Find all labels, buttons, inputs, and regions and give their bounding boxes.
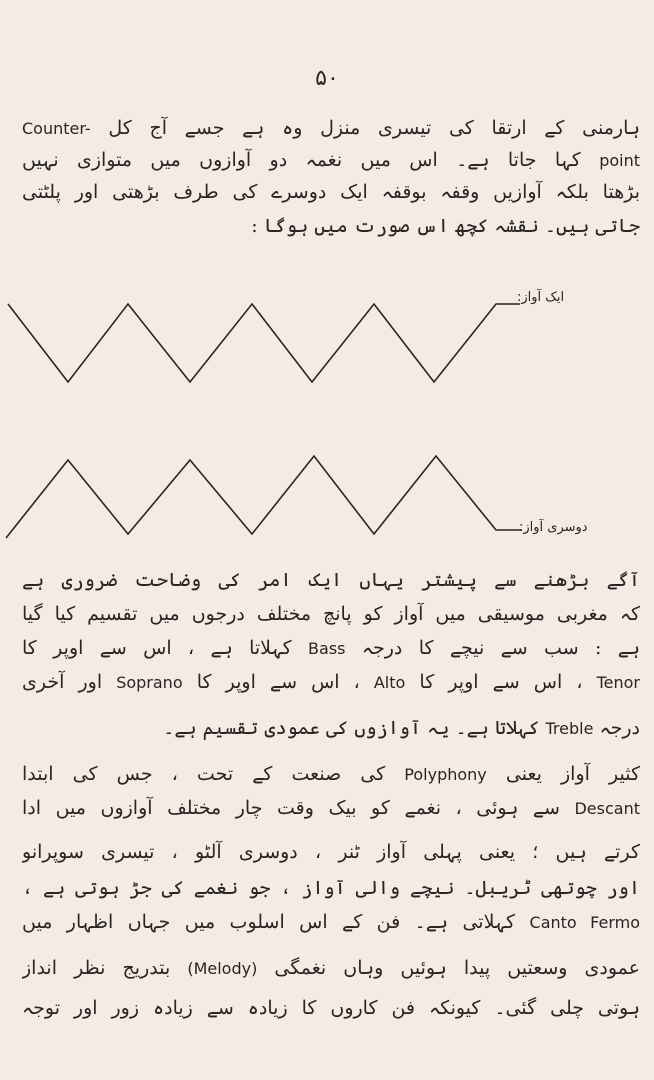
text-line: point کہا جاتا ہے۔ اس میں نغمہ دو آوازوں میں متوازی نہیں bbox=[22, 149, 640, 171]
text-line: کرتے ہیں ؛ یعنی پہلی آواز ٹنر ، دوسری آلٹو ، تیسری سوپرانو bbox=[22, 841, 640, 863]
text-line: اور چوتھی ٹریبل۔ نیچے والی آواز ، جو نغمے کی جڑ ہوتی ہے ، bbox=[22, 877, 640, 899]
text-line: Tenor ، اس سے اوپر کا Alto ، اس سے اوپر کا Soprano اور آخری bbox=[22, 671, 640, 693]
text-line: کہ مغربی موسیقی میں آواز کو پانچ مختلف درجوں میں تقسیم کیا گیا bbox=[22, 603, 640, 625]
text-line: Canto Fermo کہلاتی ہے۔ فن کے اس اسلوب میں جہاں اظہار میں bbox=[22, 911, 640, 933]
text-line: ہے : سب سے نیچے کا درجہ Bass کہلاتا ہے ، اس سے اوپر کا bbox=[22, 637, 640, 659]
voice-one-label: ایک آواز: bbox=[517, 290, 565, 305]
text-line: بڑھتا بلکہ آوازیں وقفہ بوقفہ ایک دوسرے کی طرف بڑھتی اور پلٹتی bbox=[22, 181, 640, 203]
text-line: کثیر آواز یعنی Polyphony کی صنعت کے تحت ، جس کی ابتدا bbox=[22, 763, 640, 785]
voice-one-zigzag bbox=[0, 296, 654, 390]
page-number: ۵۰ bbox=[315, 66, 339, 91]
voice-two-label: دوسری آواز: bbox=[519, 520, 588, 535]
text-line: آگے بڑھنے سے پیشتر یہاں ایک امر کی وضاحت ضروری ہے bbox=[22, 569, 640, 591]
text-line: ہارمنی کے ارتقا کی تیسری منزل وہ ہے جسے آج کل Counter- bbox=[22, 117, 640, 139]
text-line: Descant سے ہوئی ، نغمے کو بیک وقت چار مختلف آوازوں میں ادا bbox=[22, 797, 640, 819]
text-line: درجہ Treble کہلاتا ہے۔ یہ آوازوں کی عمودی تقسیم ہے۔ bbox=[163, 717, 640, 739]
text-line: جاتی ہیں۔ نقشہ کچھ اس صورت میں ہوگا : bbox=[251, 215, 640, 237]
text-line: ہوتی چلی گئی۔ کیونکہ فن کاروں کا زیادہ سے زیادہ زور اور توجہ bbox=[22, 997, 640, 1019]
text-line: عمودی وسعتیں پیدا ہوئیں وہاں نغمگی (Melody) بتدریج نظر انداز bbox=[22, 957, 640, 979]
